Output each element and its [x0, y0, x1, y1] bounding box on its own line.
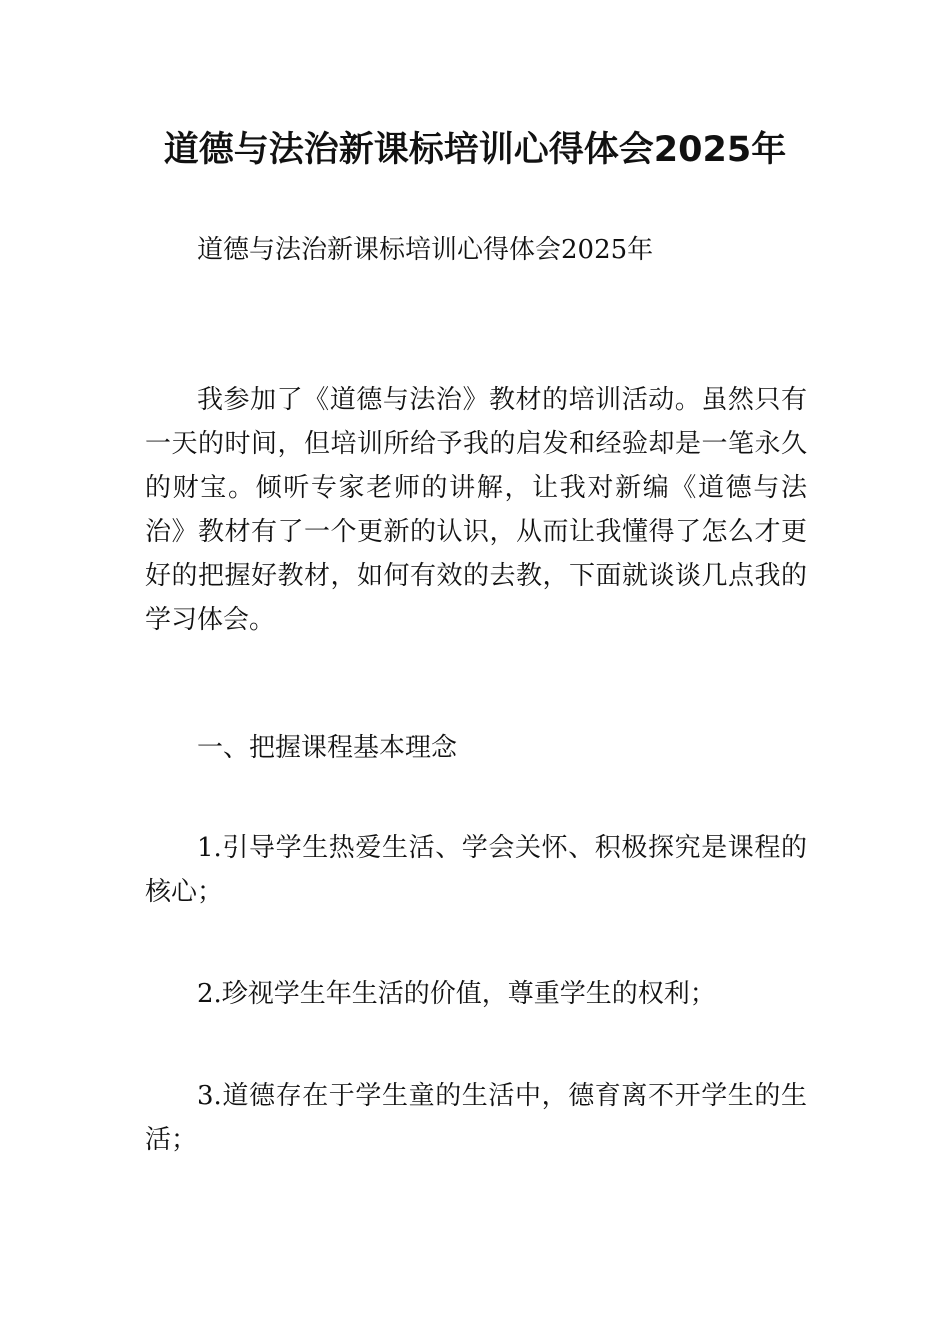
- list-item: 1.引导学生热爱生活、学会关怀、积极探究是课程的核心；: [145, 833, 807, 907]
- section-heading: 一、把握课程基本理念: [197, 733, 458, 763]
- list-item: 2.珍视学生年生活的价值，尊重学生的权利；: [197, 979, 716, 1009]
- document-subtitle: 道德与法治新课标培训心得体会2025年: [197, 235, 654, 265]
- intro-paragraph: 我参加了《道德与法治》教材的培训活动。虽然只有一天的时间，但培训所给予我的启发和经验却是一笔永久的财宝。倾听专家老师的讲解，让我对新编《道德与法治》教材有了一个更新的认识，从而让我懂得了怎么才更好的把握好教材，如何有效的去教，下面就谈谈几点我的学习体会。: [145, 385, 807, 635]
- list-item: 3.道德存在于学生童的生活中，德育离不开学生的生活；: [145, 1081, 807, 1155]
- document-title: 道德与法治新课标培训心得体会2025年: [163, 130, 787, 170]
